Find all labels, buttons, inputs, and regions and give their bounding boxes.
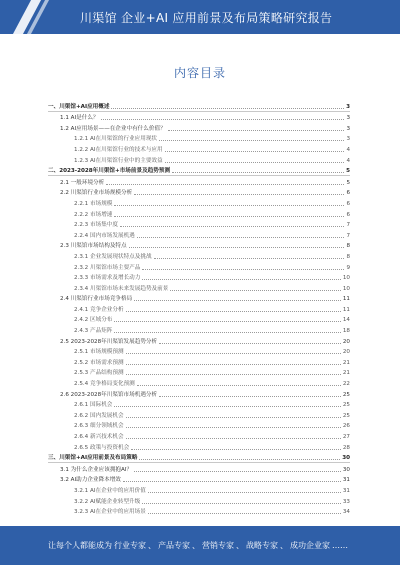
dot-leader	[126, 364, 341, 365]
dot-leader	[111, 108, 344, 109]
toc-entry-page: 3	[346, 125, 350, 132]
dot-leader	[126, 417, 341, 418]
dot-leader	[148, 513, 341, 514]
toc-entry-title: 三、川渠馆+AI应用前景及布局策略	[48, 455, 138, 462]
toc-entry[interactable]	[48, 293, 350, 304]
dot-leader	[159, 140, 344, 141]
toc-entry-page: 33	[342, 498, 350, 505]
toc-entry-title: 2.3.1 企业发展现状特点及挑战	[74, 253, 152, 260]
toc-entry[interactable]	[48, 219, 350, 230]
dot-leader	[126, 427, 341, 428]
toc-entry[interactable]	[48, 250, 350, 261]
toc-entry[interactable]	[48, 133, 350, 144]
dot-leader	[101, 119, 345, 120]
toc-entry[interactable]	[48, 441, 350, 452]
dot-leader	[129, 247, 345, 248]
footer-separator: 、	[280, 541, 288, 550]
dot-leader	[170, 290, 341, 291]
toc-entry-title: 2.1 一般环境分析	[60, 179, 105, 186]
toc-entry-title: 2.6.5 政策与投资机会	[74, 444, 130, 451]
dot-leader	[114, 321, 340, 322]
footer-role: 行业专家	[114, 541, 146, 550]
dot-leader	[142, 279, 341, 280]
toc-entry-title: 2.6 2023-2028年川渠馆市场机遇分析	[60, 391, 158, 398]
dot-leader	[137, 237, 345, 238]
toc-entry[interactable]	[48, 409, 350, 420]
toc-entry-title: 2.5.3 产品结构预测	[74, 370, 124, 377]
toc-entry[interactable]	[48, 197, 350, 208]
dot-leader	[139, 459, 340, 460]
toc-entry[interactable]	[48, 474, 350, 485]
toc-entry[interactable]	[48, 229, 350, 240]
toc-entry-title: 3.1 为什么企业应该拥抱AI？	[60, 466, 133, 473]
toc-entry-page: 6	[346, 200, 350, 207]
toc-entry-page: 22	[342, 381, 350, 388]
toc-entry-page: 8	[346, 243, 350, 250]
dot-leader	[137, 385, 341, 386]
toc-entry-page: 10	[342, 285, 350, 292]
dot-leader	[131, 449, 341, 450]
header-bar	[0, 0, 400, 34]
toc-entry-page: 10	[342, 275, 350, 282]
toc-entry[interactable]	[48, 495, 350, 506]
dot-leader	[168, 130, 345, 131]
toc-entry-title: 一、川渠馆+AI应用概述	[48, 103, 110, 110]
toc-entry[interactable]	[48, 154, 350, 165]
toc-entry-page: 3	[346, 136, 350, 143]
toc-entry-page: 8	[346, 253, 350, 260]
toc-entry[interactable]	[48, 399, 350, 410]
toc-entry-title: 2.6.3 细分领域机会	[74, 423, 124, 430]
toc-entry[interactable]	[48, 346, 350, 357]
toc-entry-title: 1.2.3 AI在川渠馆行业中的主要效益	[74, 157, 163, 164]
dot-leader	[126, 374, 341, 375]
dot-leader	[114, 332, 340, 333]
dot-leader	[126, 353, 341, 354]
toc-entry[interactable]	[48, 335, 350, 346]
toc-entry-title: 2.6.1 国际机会	[74, 402, 113, 409]
toc-entry-page: 3	[346, 115, 350, 122]
toc-entry[interactable]	[48, 324, 350, 335]
footer-separator: 、	[148, 541, 156, 550]
dot-leader	[134, 471, 341, 472]
dot-leader	[142, 269, 344, 270]
dot-leader	[120, 226, 344, 227]
toc-entry-page: 6	[346, 211, 350, 218]
toc-entry-title: 2.4.2 区域分布	[74, 317, 113, 324]
toc-entry[interactable]	[48, 388, 350, 399]
dot-leader	[126, 311, 341, 312]
toc-entry-page: 28	[342, 444, 350, 451]
toc-entry-title: 2.2.2 市场增速	[74, 211, 113, 218]
toc-entry-page: 4	[346, 146, 350, 153]
toc-entry-title: 3.2.1 AI在企业中的应用价值	[74, 487, 146, 494]
footer-lead: 让每个人都能成为	[48, 541, 112, 550]
toc-entry-page: 6	[346, 190, 350, 197]
toc-entry-title: 2.6.4 新兴技术机会	[74, 434, 124, 440]
toc-entry-page: 5	[346, 179, 350, 186]
footer-bar	[0, 526, 400, 565]
toc-entry-title: 2.4 川渠馆行业市场竞争格局	[60, 296, 133, 303]
dot-leader	[154, 258, 345, 259]
toc-entry-page: 18	[342, 328, 350, 335]
toc-entry[interactable]	[48, 143, 350, 154]
dot-leader	[148, 492, 341, 493]
toc-entry-title: 3.2.2 AI赋能企业转型升级	[74, 498, 141, 505]
toc-entry-title: 1.2.2 AI在川渠馆行业的技术与应用	[74, 146, 163, 153]
toc-entry[interactable]	[48, 165, 350, 177]
dot-leader	[142, 503, 341, 504]
toc-entry-page: 11	[342, 296, 350, 303]
footer-role: 战略专家	[246, 541, 278, 550]
footer-tail: ……	[332, 541, 348, 550]
toc-entry[interactable]	[48, 176, 350, 187]
toc-entry-title: 2.2.4 国内市场发展机遇	[74, 232, 135, 239]
toc-entry-page: 34	[342, 509, 350, 516]
toc-entry-title: 2.5.4 竞争格局变化预测	[74, 381, 135, 388]
report-title: 川渠馆 企业+AI 应用前景及布局策略研究报告	[80, 11, 333, 25]
toc-entry[interactable]	[48, 420, 350, 431]
dot-leader	[123, 481, 341, 482]
toc-entry-page: 11	[342, 306, 350, 313]
toc-entry-title: 2.3.2 川渠馆市场主要产品	[74, 264, 141, 271]
footer-role: 产品专家	[158, 541, 190, 550]
toc-entry-title: 3.2.3 AI在企业中的应用场景	[74, 509, 146, 516]
toc-entry[interactable]	[48, 463, 350, 474]
toc-entry-title: 3.2 AI助力企业降本增效	[60, 477, 121, 484]
toc-entry-title: 2.2.3 市场集中度	[74, 222, 118, 229]
toc-entry[interactable]	[48, 272, 350, 283]
toc-entry-title: 2.3.4 川渠馆市场未来发展趋势及前景	[74, 285, 169, 292]
dot-leader	[134, 194, 344, 195]
toc-entry-page: 20	[342, 349, 350, 356]
toc-entry[interactable]	[48, 240, 350, 251]
toc-entry-page: 25	[342, 391, 350, 398]
toc-entry-page: 30	[342, 455, 350, 462]
dot-leader	[114, 205, 344, 206]
toc-entry-page: 25	[342, 402, 350, 409]
dot-leader	[114, 406, 340, 407]
toc-entry[interactable]	[48, 303, 350, 314]
toc-entry[interactable]	[48, 506, 350, 517]
toc-entry[interactable]	[48, 187, 350, 198]
toc-entry-page: 25	[342, 412, 350, 419]
toc-entry[interactable]	[48, 112, 350, 123]
toc-entry[interactable]	[48, 282, 350, 293]
toc-entry-title: 1.2 AI应用场景——在企业中有什么价值？	[60, 125, 166, 132]
dot-leader	[159, 343, 341, 344]
dot-leader	[106, 184, 344, 185]
toc-entry-page: 7	[346, 232, 350, 239]
toc-entry-page: 31	[342, 477, 350, 484]
toc-entry-title: 2.3.3 市场需求及增长动力	[74, 275, 141, 282]
toc-entry-page: 9	[346, 264, 350, 271]
toc-entry-title: 1.2.1 AI在川渠馆的行业应用现状	[74, 136, 158, 143]
toc-entry-title: 2.5 2023-2028年川渠馆发展趋势分析	[60, 338, 158, 345]
dot-leader	[165, 162, 345, 163]
toc-entry[interactable]	[48, 356, 350, 367]
dot-leader	[134, 300, 341, 301]
dot-leader	[165, 151, 345, 152]
dot-leader	[126, 438, 341, 439]
toc-entry[interactable]	[48, 208, 350, 219]
toc-entry-title: 二、2023-2028年川渠馆+市场前景及趋势预测	[48, 168, 171, 175]
footer-separator: 、	[192, 541, 200, 550]
toc-entry-page: 31	[342, 487, 350, 494]
dot-leader	[114, 216, 344, 217]
toc-entry[interactable]	[48, 122, 350, 133]
toc-entry[interactable]	[48, 484, 350, 495]
toc-entry-title: 2.4.3 产品矩阵	[74, 328, 113, 335]
toc-entry-page: 21	[342, 370, 350, 377]
toc-entry-title: 2.2.1 市场规模	[74, 200, 113, 207]
toc-entry-title: 2.2 川渠馆行业市场规模分析	[60, 190, 133, 197]
toc-entry-page: 27	[342, 434, 350, 440]
toc-entry-title: 2.6.2 国内发展机会	[74, 412, 124, 419]
toc-entry-title: 2.4.1 竞争企业分析	[74, 306, 124, 313]
table-of-contents	[48, 100, 350, 516]
footer-role: 成功企业家	[290, 541, 330, 550]
toc-heading: 内容目录	[173, 66, 226, 80]
footer-slogan	[48, 540, 350, 551]
toc-entry-page: 5	[346, 168, 350, 175]
toc-entry[interactable]	[48, 367, 350, 378]
toc-entry-page: 20	[342, 338, 350, 345]
toc-entry[interactable]	[48, 452, 350, 464]
toc-entry-page: 26	[342, 423, 350, 430]
toc-entry-title: 2.5.2 市场需求预测	[74, 359, 124, 366]
dot-leader	[159, 396, 341, 397]
dot-leader	[172, 172, 344, 173]
toc-entry-page: 14	[342, 317, 350, 324]
toc-entry-title: 1.1 AI是什么？	[60, 115, 99, 122]
toc-entry-page: 30	[342, 466, 350, 473]
toc-entry[interactable]	[48, 377, 350, 388]
toc-entry-title: 2.3 川渠馆市场结构及特点	[60, 243, 127, 250]
toc-entry-page: 21	[342, 359, 350, 366]
toc-entry-page: 7	[346, 222, 350, 229]
footer-role: 营销专家	[202, 541, 234, 550]
toc-entry-page: 4	[346, 157, 350, 164]
toc-entry-title: 2.5.1 市场规模预测	[74, 349, 124, 356]
toc-entry[interactable]	[48, 430, 350, 441]
toc-entry-page: 3	[346, 103, 350, 110]
footer-separator: 、	[236, 541, 244, 550]
toc-entry[interactable]	[48, 261, 350, 272]
toc-entry[interactable]	[48, 100, 350, 112]
toc-entry[interactable]	[48, 314, 350, 325]
